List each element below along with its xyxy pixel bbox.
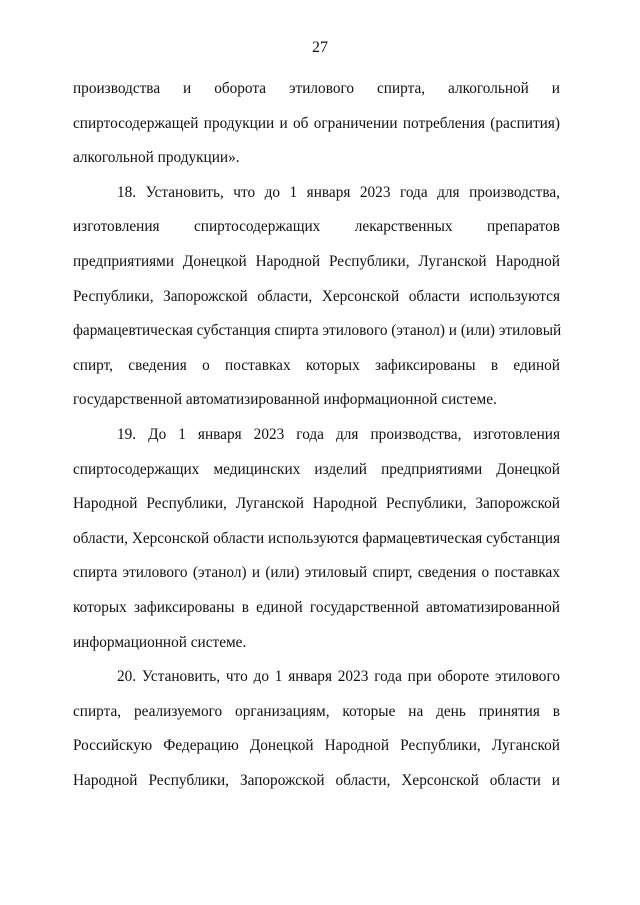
- text-line: Российскую Федерацию Донецкой Народной Республики, Луганской: [73, 737, 560, 755]
- text-line: спирта, реализуемого организациям, которые на день принятия в: [73, 702, 560, 720]
- text-line: спиртосодержащей продукции и об ограничении потребления (распития): [73, 114, 560, 132]
- text-line: алкогольной продукции».: [73, 149, 240, 167]
- text-line: предприятиями Донецкой Народной Республики, Луганской Народной: [73, 252, 560, 270]
- text-line: области, Херсонской области используются фармацевтическая субстанция: [73, 529, 560, 547]
- paragraph-20: [73, 667, 560, 805]
- text-line: изготовления спиртосодержащих лекарственных препаратов: [73, 218, 560, 236]
- text-line: спирта этилового (этанол) и (или) этиловый спирт, сведения о поставках: [73, 564, 560, 582]
- text-line: информационной системе.: [73, 633, 247, 651]
- text-line: Республики, Запорожской области, Херсонской области используются: [73, 287, 560, 305]
- paragraph-continuation: [73, 79, 560, 183]
- document-body: [73, 79, 560, 805]
- paragraph-19: [73, 425, 560, 667]
- text-line: которых зафиксированы в единой государственной автоматизированной: [73, 598, 560, 616]
- text-line: государственной автоматизированной информационной системе.: [73, 391, 497, 409]
- text-line: спиртосодержащих медицинских изделий предприятиями Донецкой: [73, 460, 560, 478]
- text-line: 20. Установить, что до 1 января 2023 года при обороте этилового: [117, 668, 560, 686]
- text-line: Народной Республики, Запорожской области, Херсонской области и: [73, 771, 560, 789]
- text-line: производства и оборота этилового спирта, алкогольной и: [73, 80, 560, 97]
- paragraph-18: [73, 183, 560, 425]
- text-line: 19. До 1 января 2023 года для производства, изготовления: [117, 425, 560, 443]
- text-line: фармацевтическая субстанция спирта этилового (этанол) и (или) этиловый: [73, 322, 562, 340]
- text-line: 18. Установить, что до 1 января 2023 года для производства,: [117, 183, 560, 201]
- page-number: 27: [312, 39, 328, 56]
- text-line: спирт, сведения о поставках которых зафиксированы в единой: [73, 356, 560, 374]
- text-line: Народной Республики, Луганской Народной Республики, Запорожской: [73, 495, 560, 513]
